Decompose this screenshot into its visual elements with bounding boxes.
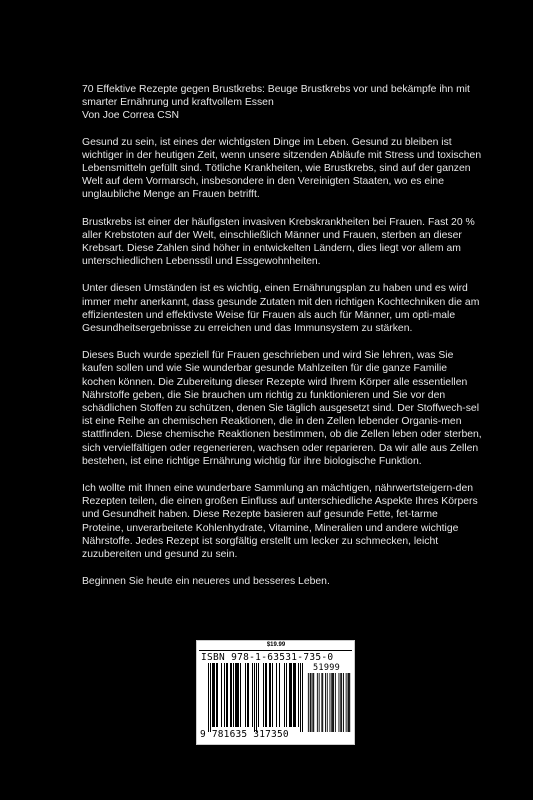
barcode-bar — [279, 663, 280, 727]
barcode-bar — [291, 663, 292, 727]
barcode-bar — [263, 663, 264, 727]
barcode-bar — [252, 663, 253, 727]
barcode-bar — [210, 663, 211, 732]
barcode-bar — [240, 663, 241, 727]
addon-bar — [339, 673, 340, 732]
barcode-bar — [269, 663, 270, 727]
barcode-bar — [208, 663, 209, 732]
book-title-line-2: smarter Ernährung und kraftvollem Essen — [82, 97, 274, 109]
isbn-barcode — [196, 640, 355, 745]
barcode-bar — [245, 663, 246, 727]
barcode-bar — [294, 663, 295, 727]
barcode-bar — [284, 663, 285, 727]
addon-bar — [325, 673, 326, 732]
paragraph-recipes: Ich wollte mit Ihnen eine wunderbare Sammlung an mächtigen, nährwertsteigern-den Rezepten teilen, die einen großen Einfluss auf unterschiedliche Aspekte Ihres Körpers und Gesundheit haben. Diese Rezepte basieren auf gesunde Fette, fet-tarme Proteine, unverarbeitete Kohlenhydrate, Vitamine, Mineralien und andere wichtige Nährstoffe. Jedes Rezept ist sorgfältig erstellt um lecker zu schmecken, leicht zuzubereiten und gesund zu sein. — [82, 483, 478, 561]
barcode-bar — [302, 663, 303, 732]
addon-bar — [340, 673, 341, 732]
addon-bar — [308, 673, 309, 732]
barcode-bar — [247, 663, 248, 727]
barcode-bar — [212, 663, 213, 727]
addon-bar — [346, 673, 347, 732]
addon-bar — [349, 673, 350, 732]
addon-number: 51999 — [313, 663, 341, 673]
addon-bar — [335, 673, 336, 732]
barcode-bar — [216, 663, 217, 727]
barcode-bar — [231, 663, 232, 727]
addon-bar — [321, 673, 322, 732]
barcode-bar — [236, 663, 237, 727]
addon-bar — [331, 673, 332, 732]
addon-bar — [343, 673, 344, 732]
book-title-line-1: 70 Effektive Rezepte gegen Brustkrebs: Beuge Brustkrebs vor und bekämpfe ihn mit — [82, 84, 470, 95]
addon-bar — [348, 673, 349, 732]
barcode-bar — [248, 663, 249, 727]
addon-bar — [317, 673, 318, 732]
barcode-bar — [290, 663, 291, 727]
barcode-bar — [233, 663, 234, 727]
barcode-bar — [221, 663, 222, 727]
barcode-bar — [300, 663, 301, 732]
barcode-bar — [237, 663, 238, 727]
barcode-bar — [217, 663, 218, 727]
price-divider — [199, 650, 352, 651]
barcode-bar — [289, 663, 290, 727]
addon-bar — [319, 673, 320, 732]
barcode-bar — [227, 663, 228, 727]
barcode-bar — [226, 663, 227, 727]
addon-bars — [308, 673, 350, 732]
price-label: $19.99 — [266, 642, 286, 648]
addon-bar — [332, 673, 333, 732]
spine-edge — [525, 0, 533, 800]
paragraph-statistics: Brustkrebs ist einer der häufigsten invasiven Krebskrankheiten bei Frauen. Fast 20 % aller Krebstoten auf der Welt, einschließlich Männer und Frauen, sterben an dieser Krebsart. Diese Zahlen sind höher in entwickelten Ländern, dies liegt vor allem am unterschiedlichen Lebensstil und Essgewohnheiten. — [82, 216, 475, 268]
addon-bar — [322, 673, 323, 732]
barcode-bar — [272, 663, 273, 727]
barcode-bar — [295, 663, 296, 727]
paragraph-book-purpose: Dieses Buch wurde speziell für Frauen geschrieben und wird Sie lehren, was Sie kaufen sollen und wie Sie wunderbar gesunde Mahlzeiten für die ganze Familie kochen können. Die Zubereitung dieser Rezepte wird Ihrem Körper alle essentiellen Nährstoffe geben, die Sie brauchen um richtig zu funktionieren und Sie vor den schädlichen Stoffen zu schützen, denen Sie täglich ausgesetzt sind. Der Stoffwech-sel ist eine Reihe an chemischen Reaktionen, die in den Zellen lebender Organis-men stattfinden. Diese chemische Reaktionen bestimmen, ob die Zellen leben oder sterben, sich vervielfältigen oder regenerieren, wachsen oder reparieren. Da wir alle aus Zellen bestehen, ist eine richtige Ernährung wichtig für ihre biologische Funktion. — [82, 350, 482, 467]
barcode-bar — [254, 663, 255, 732]
barcode-bar — [286, 663, 287, 727]
addon-bar — [313, 673, 314, 732]
barcode-bar — [276, 663, 277, 727]
barcode-bar — [235, 663, 236, 727]
barcode-bar — [224, 663, 225, 727]
barcode-bar — [270, 663, 271, 727]
barcode-bar — [298, 663, 299, 727]
addon-bar — [333, 673, 334, 732]
addon-bar — [312, 673, 313, 732]
barcode-bar — [230, 663, 231, 727]
barcode-bar — [258, 663, 259, 727]
addon-bar — [310, 673, 311, 732]
barcode-bar — [214, 663, 215, 727]
addon-bar — [327, 673, 328, 732]
barcode-bar — [238, 663, 239, 727]
addon-bar — [311, 673, 312, 732]
barcode-bar — [293, 663, 294, 727]
book-header — [82, 83, 482, 123]
barcode-bar — [266, 663, 267, 727]
paragraph-nutrition-plan: Unter diesen Umständen ist es wichtig, einen Ernährungsplan zu haben und es wird immer mehr anerkannt, dass gesunde Zutaten mit den richtigen Kochtechniken die am effizientesten und effektivste Weise für Frauen als auch für Männer, um opti-male Gesundheitsergebnisse zu erreichen und das Immunsystem zu stärken. — [82, 283, 480, 335]
book-author: Von Joe Correa CSN — [82, 110, 180, 122]
ean13-bars — [208, 663, 303, 732]
ean-number: 9 781635 317350 — [200, 729, 289, 740]
addon-bar — [341, 673, 342, 732]
barcode-bar — [265, 663, 266, 727]
paragraph-closing: Beginnen Sie heute ein neueres und besseres Leben. — [82, 576, 330, 588]
barcode-bar — [213, 663, 214, 727]
addon-bar — [348, 673, 349, 732]
isbn-number: ISBN 978-1-63531-735-0 — [201, 652, 334, 663]
barcode-bar — [256, 663, 257, 732]
paragraph-intro: Gesund zu sein, ist eines der wichtigsten Dinge im Leben. Gesund zu bleiben ist wichtiger in der heutigen Zeit, wenn unsere sitzenden Abläufe mit Stress und toxischen Lebensmitteln gefüllt sind. Tötliche Krankheiten, wie Brustkrebs, sind auf der ganzen Welt auf dem Vormarsch, insbesondere in den Vereinigten Staaten, wo es eine unglaubliche Menge an Frauen betrifft. — [82, 136, 482, 201]
addon-bar — [330, 673, 331, 732]
back-cover-text — [82, 83, 482, 603]
